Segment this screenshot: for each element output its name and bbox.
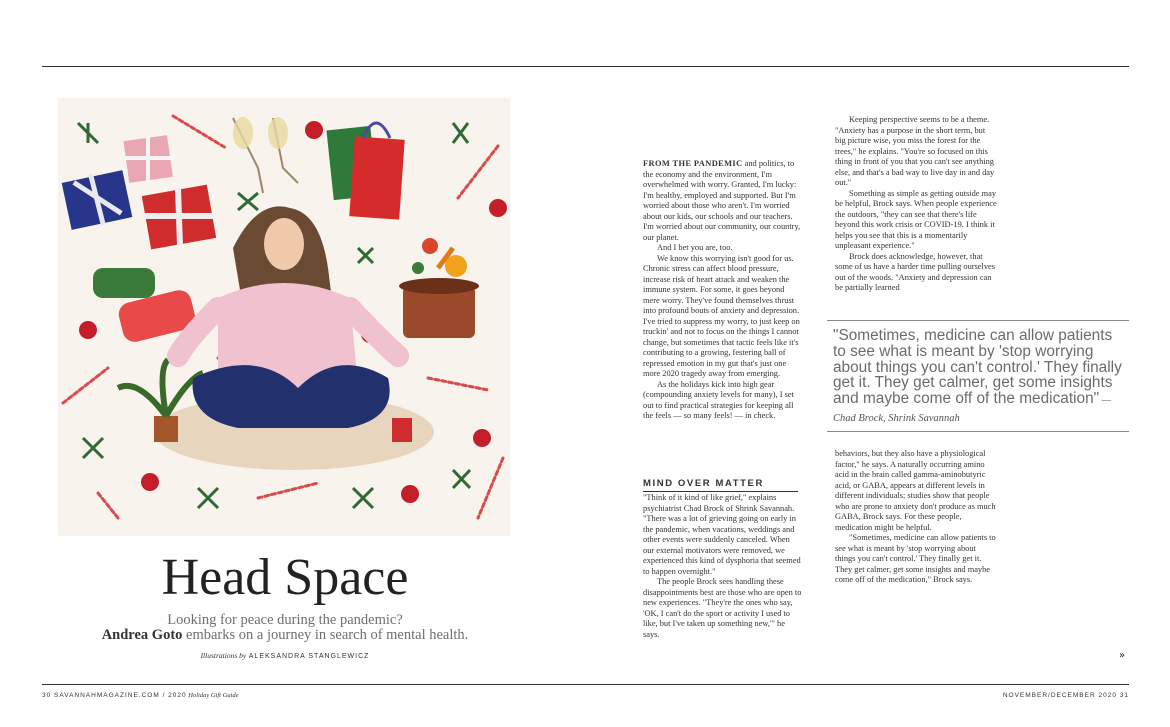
page-number-left: 30 (42, 692, 52, 699)
body-paragraph: FROM THE PANDEMIC and politics, to the economy and the environment, I'm overwhelmed with worry. Granted, I'm lucky: I'm healthy, employed and supported. But I'm worried about those who aren't. I'm worried about our kids, our schools and our teachers. I'm worried about our community, our country, our planet. (643, 159, 801, 242)
body-column-2 (835, 115, 997, 294)
body-paragraph: "Think of it kind of like grief," explains psychiatrist Chad Brock of Shrink Savannah. "There was a lot of grieving going on early in the pandemic, when vacations, weddings and other events were suddenly canceled. When our external motivators were removed, we experienced this kind of dysphoria that seemed to happen overnight." (643, 493, 801, 576)
body-paragraph: We know this worrying isn't good for us. Chronic stress can affect blood pressure, increase risk of heart attack and weaken the immune system. For some, it goes beyond mere worry. They've found themselves thrust into profound bouts of anxiety and depression. I've tried to suppress my worry, to just keep on truckin' and not to focus on the things I cannot change, but sometimes that tactic feels like it's contributing to a growing, festering ball of repressed emotion in my gut that's just one more 2020 tragedy away from emerging. (643, 253, 800, 378)
body-paragraph: And I bet you are, too. (657, 243, 733, 252)
folio-left (42, 692, 238, 699)
body-column-1b (643, 493, 803, 640)
body-paragraph: Something as simple as getting outside may be helpful, Brock says. When people experience the outdoors, "they can see that there's life beyond this work crisis or COVID-19. I think it helps you see that this is a momentarily unpleasant experience." (835, 188, 997, 250)
author-name: Andrea Goto (101, 627, 183, 643)
body-paragraph: Keeping perspective seems to be a theme. "Anxiety has a purpose in the short term, but big picture wise, you miss the forest for the trees," he explains. "You're so focused on this thing in front of you that you can't see anything else, and that's a bad way to live day in and day out." (835, 115, 995, 187)
illustrator-name: ALEKSANDRA STANGLEWICZ (246, 653, 370, 660)
illustration-credit (60, 651, 510, 660)
credit-prefix: Illustrations by (200, 651, 247, 660)
pull-quote-attribution: — Chad Brock, Shrink Savannah (833, 395, 1112, 424)
body-paragraph: "Sometimes, medicine can allow patients to see what is meant by 'stop worrying about things you can't control.' They finally get it. They get calmer, get some insights and maybe come off of the medication," Brock says. (835, 533, 996, 584)
meditation-illustration (58, 98, 510, 536)
issue-date: NOVEMBER/DECEMBER 2020 (1002, 692, 1117, 699)
page-number-right: 31 (1119, 692, 1129, 699)
dek-line-2: embarks on a journey in search of mental health. (182, 627, 469, 643)
body-paragraph: The people Brock sees handling these disappointments best are those who are open to new experiences. "They're the ones who say, 'OK, I can't do the sport or activity I used to like, but I've taken up something new,'" he says. (643, 577, 802, 639)
site-name: SAVANNAHMAGAZINE.COM / 2020 (54, 692, 187, 699)
body-paragraph: As the holidays kick into high gear (compounding anxiety levels for many), I set out to find practical strategies for keeping all the feels — so many feels! — in check. (643, 379, 794, 420)
pull-quote (827, 320, 1129, 432)
folio-right (1003, 692, 1129, 699)
section-subhead: MIND OVER MATTER (643, 478, 798, 492)
article-title: Head Space (161, 549, 409, 606)
body-paragraph: Brock does acknowledge, however, that some of us have a harder time pulling ourselves out of the woods. "Anxiety and depression can be partially learned (835, 251, 996, 292)
continue-arrow-icon: » (1119, 650, 1126, 661)
body-column-2b (835, 449, 997, 586)
dek-line-1: Looking for peace during the pandemic? (167, 612, 403, 628)
body-paragraph: behaviors, but they also have a physiological factor," he says. A naturally occurring amino acid in the brain called gamma-aminobutyric acid, or GABA, appears at different levels in different individuals; studies show that people who are prone to anxiety don't produce as much GABA, Brock says. For these people, medication might be helpful. (835, 449, 996, 532)
pull-quote-text: "Sometimes, medicine can allow patients to see what is meant by 'stop worrying about things you can't control.' They finally get it. They get calmer, get some insights and maybe come off of the medication" (833, 327, 1122, 408)
bottom-rule (42, 684, 1129, 685)
article-dek (60, 613, 510, 643)
body-column-1 (643, 159, 803, 422)
issue-name-left: Holiday Gift Guide (186, 692, 239, 699)
top-rule (42, 66, 1129, 67)
lead-in: FROM THE PANDEMIC (643, 159, 743, 168)
